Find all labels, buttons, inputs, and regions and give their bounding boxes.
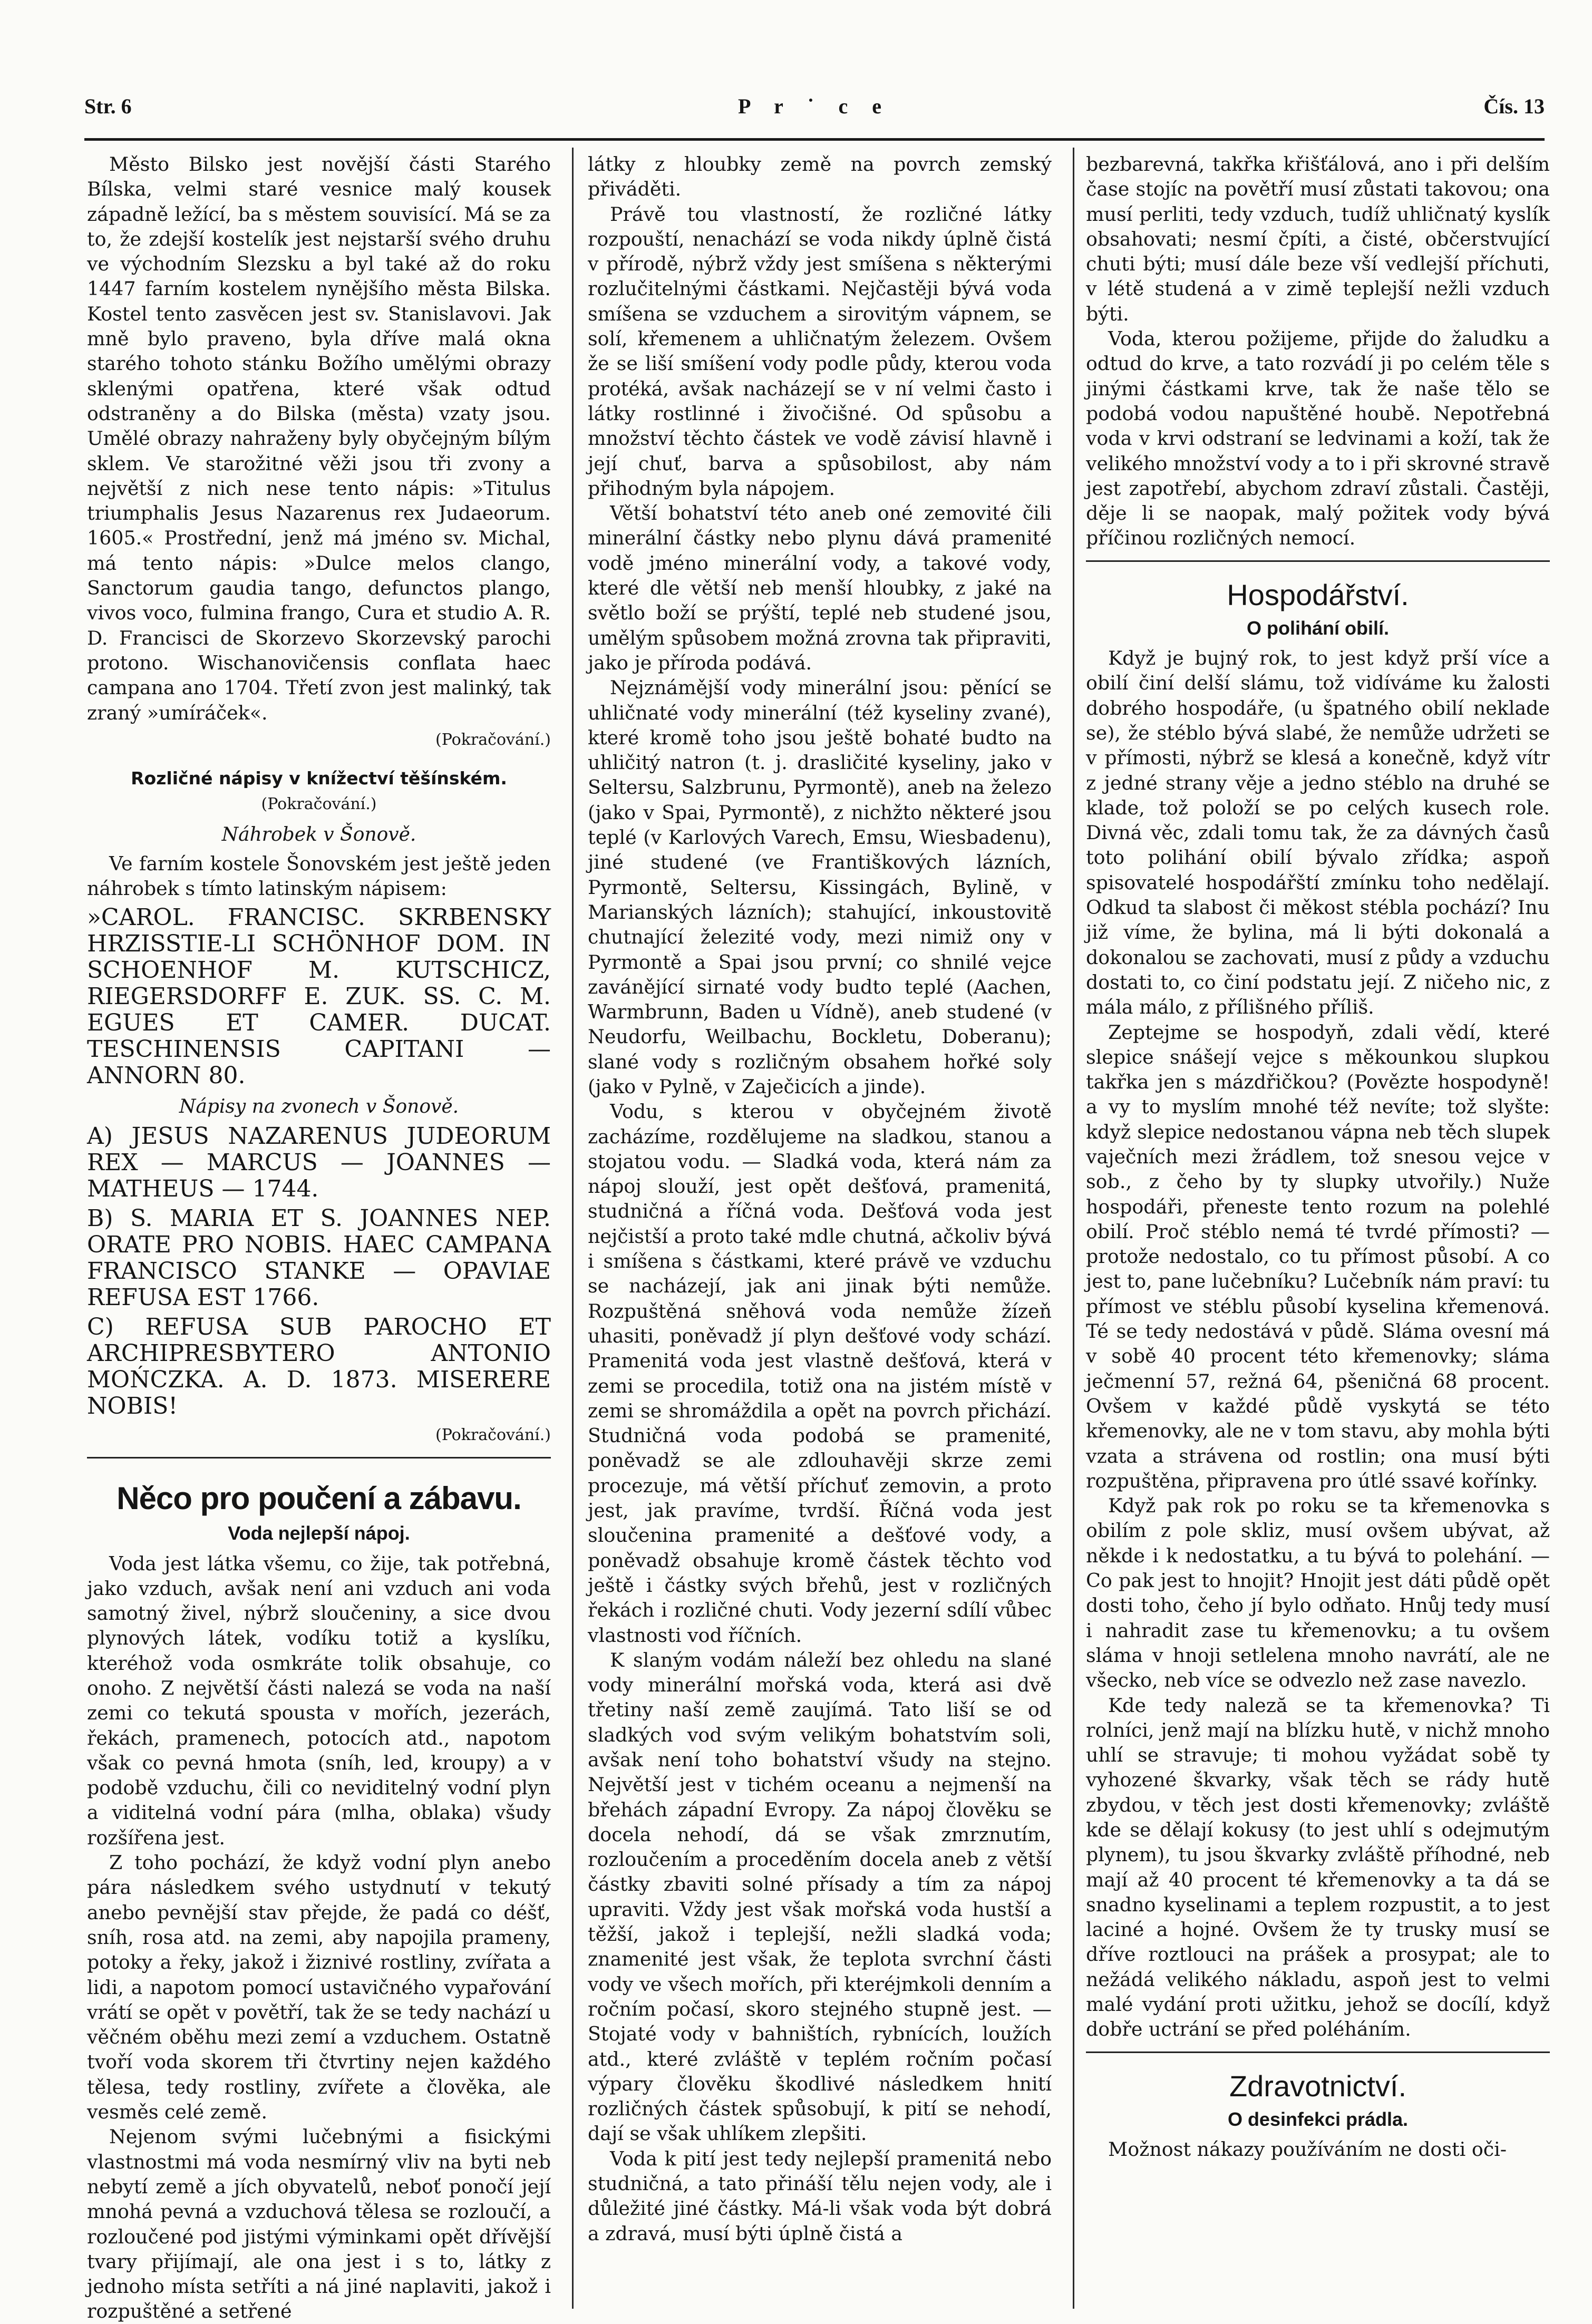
bell-inscription-c: C) REFUSA SUB PAROCHO ET ARCHIPRESBYTERO ANTONIO MOŃCZKA. A. D. 1873. MISERERE NOBIS! xyxy=(87,1313,551,1419)
farming-paragraph-1: Když je bujný rok, to jest když prší více a obilí činí delší slámu, tož vidíváme ku žalosti dobrého hospodáře, (u špatného obilí neklade se), že stéblo bývá slabé, že nemůže udržeti se v přímosti, nýbrž se klesá a konečně, když vítr z jedné strany věje a jedno stéblo na druhé se klade, tož položí se po celých kusech role. Divná věc, zdali tomu tak, že za dávných časů toto polihání obilí bývalo zřídka; aspoň spisovatelé hospodářští zmínku toho nedělají. Odkud ta slabost či měkost stébla pochází? Inu již víme, že bylina, má li býti dokonalá a dokonalou se zachovati, musí z půdy a vzduchu dostati to, co činí podstatu její. Z ničeho nic, z mála málo, z přílišného příliš. xyxy=(1086,647,1550,1019)
subheading-tomb: Náhrobek v Šonově. xyxy=(221,823,416,845)
column-divider-2 xyxy=(1073,148,1074,2309)
farming-paragraph-4: Kde tedy naleză se ta křemenovka? Ti rolníci, jenž mají na blízku hutě, v nichž mnoho uhlí se stravuje; ti mohou vyžádat sobě ty vyhozené škvarky, však těch se rády hutě zbydou, v těch jest dosti křemenovky; zvláště kde se dělají kokusy (to jest uhlí s odejmutým plynem), tu jsou škvarky zvláště příhodné, neb mají až 40 procent té křemenovky a ta dá se snadno kyselinami a teplem rozpustit, a to jest laciné a hojné. Ovšem že ty trusky musí se dříve roztlouci na prášek a prosypat; ale to nežádá velikého nákladu, aspoň jest to velmi malé vydání proti užitku, jehož se docílí, když dobře uctrání se před poléháním. xyxy=(1086,1694,1550,2041)
column-3 xyxy=(1086,152,1550,2302)
water-paragraph-3: Nejenom svými lučebnými a fisickými vlastnostmi má voda nesmírný vliv na byti neb nebytí země a jích obyvatelů, neboť ponočí její mnohá pevná a vzduchová tělesa se rozloučí, a rozloučené pod jistými výminkami opět dřívější tvary přijímají, ale ona jest i s to, látky z jednoho místa setříti a ná jiné naplaviti, jakož i rozpuštěné a setřené xyxy=(87,2125,551,2323)
section-divider xyxy=(87,1457,551,1458)
water-paragraph-10: Voda k pití jest tedy nejlepší pramenitá nebo studničná, a tato přináší tělu nejen vody, ale i důležité jiné částky. Má-li však voda být dobrá a zdravá, musí býti úplně čistá a xyxy=(588,2147,1052,2245)
continued-note-2: (Pokračování.) xyxy=(435,1425,551,1444)
newspaper-title: P r ˙ c e xyxy=(737,94,891,118)
section-title-farming: Hospodářství. xyxy=(1227,578,1409,611)
farming-paragraph-2: Zeptejme se hospodyň, zdali vědí, které slepice snášejí vejce s měkounkou slupkou takřka jen s mázdřičkou? (Povězte hospodyně! a vy to myslím mnohé též nevíte; tož slyšte: když slepice nedostanou vápna neb těch slupek vaječních mezi žrádlem, tož snesou vejce v sob., z čeho by ty slupky utvořily.) Nuže hospodáři, přeneste tento rozum na polehlé obilí. Proč stéblo nemá té tvrdé přímosti? — protože nedostalo, co tu přímost působí. A co jest to, pane lučebníku? Lučebník nám praví: tu přímost ve stéblu působí kyselina křemenová. Té se tedy nedostává v půdě. Sláma ovesní má v sobě 40 procent této křemenovky; sláma ječmenní 57, režná 64, pšeničná 68 procent. Ovšem v každé půdě vyskytá se této křemenovky, ale ne v tom stavu, aby mohla býti vzata a strávena od rostlin; ona musí býti rozpuštěna, připravena pro útlé ssavé kořínky. xyxy=(1086,1020,1550,1492)
water-paragraph-8: Vodu, s kterou v obyčejném životě zacházíme, rozdělujeme na sladkou, stanou a stojatou vodu. — Sladká voda, která nám za nápoj slouží, jest opět dešťová, pramenitá, studničná a říčná voda. Dešťová voda jest nejčistší a proto také mdle chutná, ačkoliv bývá i smíšena s částkami, které právě ve vzduchu se nacházejí, jak ani jinak býti nemůže. Rozpuštěná sněhová voda nemůže žízeň uhasiti, poněvadž jí plyn dešťové vody schází. Pramenitá voda jest vlastně dešťová, která v zemi se procedila, totiž ona na jistém místě v zemi se shromáždila a opět na povrch přichází. Studničná voda podobá se pramenité, poněvadž se ale zdlouhavěji skrze zemi procezuje, má větší příchuť zemovin, a proto jest, jak pravíme, tvrdší. Říčná voda jest sloučenina pramenité a dešťové vody, a poněvadž obsahuje kromě částek těchto vod ještě i částky svých břehů, jest v rozličných řekách i rozličné chuti. Vody jezerní sdílí vůbec vlastnosti vod říčních. xyxy=(588,1100,1052,1647)
water-paragraph-6: Větší bohatství této aneb oné zemovité čili minerální částky nebo plynu dává pramenité vodě jméno minerální vody, a takové vody, které dle větší neb menší hloubky, z jaké na světlo boží se prýští, teplé neb studené jsou, umělým spůsobem možná zrovna tak připraviti, jako je příroda podává. xyxy=(588,502,1052,674)
section-divider-2 xyxy=(1086,560,1550,562)
article-title-inscriptions: Rozličné nápisy v knížectví těšínském. xyxy=(131,768,507,789)
bilsko-paragraph: Město Bilsko jest novější části Starého Bílska, velmi staré vesnice malý kousek západně ležící, ba s městem souvisící. Má se za to, že zdejší kostelík jest nejstarší svého druhu ve východním Slezsku a byl také až do roku 1447 farním kostelem nynějšího města Bilska. Kostel tento zasvěcen jest sv. Stanislavovi. Jak mně bylo praveno, byla dříve malá okna starého tohoto stánku Božího umělými obrazy sklenými opatřena, které však odtud odstraněny a do Bilska (města) vzaty jsou. Umělé obrazy nahraženy byly obyčejným bílým sklem. Ve starožitné věži jsou tři zvony a největší z nich nese tento nápis: »Titulus triumphalis Jesus Nazarenus rex Judaeorum. 1605.« Prostřední, jenž má jméno sv. Michal, má tento nápis: »Dulce melos clango, Sanctorum gaudia tango, defunctos plango, vivos voco, fulmina frango, Cura et studio A. R. D. Francisci de Skorzevo Skorzevský parochi protono. Wischanovičensis conflata haec campana ano 1704. Třetí zvon jest malinký, tak zraný »umíráček«. xyxy=(87,153,551,724)
subheading-bells: Nápisy na zvonech v Šonově. xyxy=(179,1095,459,1117)
continued-note: (Pokračování.) xyxy=(435,730,551,749)
water-paragraph-2: Z toho pochází, že když vodní plyn anebo pára následkem svého ustydnutí v tekutý anebo pevnější stav přejde, že padá co déšť, sníh, rosa atd. na zemi, aby napojila prameny, potoky a řeky, jakož i žiznivé rostliny, zvířata a lidi, a napotom pomocí ustavičného vypařování vrátí se opět v povětří, tak že se tedy nachází u věčném oběhu mezi zemí a vzduchem. Ostatně tvoří voda skorem tři čtvrtiny nejen každého tělesa, tedy rostliny, zvířete a člověka, ale vesměs celé země. xyxy=(87,1851,551,2124)
water-paragraph-12: Voda, kterou požijeme, přijde do žaludku a odtud do krve, a tato rozvádí ji po celém těle s jinými částkami krve, tak že naše tělo se podobá vodou napuštěné houbě. Nepotřebná voda v krvi odstraní se ledvinami a koží, tak že velikého množství vody a to i při skrovné stravě jest zapotřebí, abychom zdraví zůstali. Častěji, děje li se naopak, malý požitek vody bývá příčinou rozličných nemocí. xyxy=(1086,327,1550,550)
page-header xyxy=(84,94,1545,131)
water-paragraph-5: Právě tou vlastností, že rozličné látky rozpouští, nenachází se voda nikdy úplně čistá v přírodě, nýbrž vždy jest smíšena s některými rozlučitelnými částkami. Nejčastěji bývá voda smíšena se vzduchem a sirovitým vápnem, se solí, křemenem a uhličnatým železem. Ovšem že se liší smíšení vody podle půdy, kterou voda protéká, avšak nacházejí se v ní velmi často i látky rostlinné i živočišné. Od spůsobu a množství těchto částek ve vodě závisí hlavně i její chuť, barva a spůsobilost, aby nám přihodným byla nápojem. xyxy=(588,202,1052,500)
issue-number: Čís. 13 xyxy=(1483,94,1545,118)
latin-inscription: »CAROL. FRANCISC. SKRBENSKY HRZISSTIE-LI SCHÖNHOF DOM. IN SCHOENHOF M. KUTSCHICZ, RIEGERSDORFF E. ZUK. SS. C. M. EGUES ET CAMER. DUCAT. TESCHINENSIS CAPITANI — ANNORN 80. xyxy=(87,903,551,1089)
water-paragraph-7: Nejznámější vody minerální jsou: pěnící se uhličnaté vody minerální (též kyseliny zvané), které kromě toho jsou ještě bohaté budto na uhličitý natron (t. j. drasličité kyseliny, jako v Seltersu, Salzbrunu, Pyrmontě), aneb na železo (jako v Spai, Pyrmontě), z nichžto některé jsou teplé (v Karlových Varech, Emsu, Wiesbadenu), jiné studené (ve Františkových lázních, Pyrmontě, Seltersu, Kissingách, Bylině, v Marianských lázních); stahující, inkoustovitě chutnající železité vody, mezi nimiž ony v Pyrmontě a Spai jsou první; co shnilé vejce zavánějící sirnaté vody budto teplé (Aachen, Warmbrunn, Baden u Vídně), aneb studené (v Neudorfu, Weilbachu, Bockletu, Doberanu); slané vody s rozličným obsahem hořké soly (jako v Pylně, v Zaječicích a jinde). xyxy=(588,676,1052,1098)
header-rule xyxy=(84,138,1545,141)
article-title-disinfection: O desinfekci prádla. xyxy=(1227,2108,1409,2130)
column-2 xyxy=(588,152,1052,2302)
page-number: Str. 6 xyxy=(84,94,132,118)
bell-inscription-b: B) S. MARIA ET S. JOANNES NEP. ORATE PRO NOBIS. HAEC CAMPANA FRANCISCO STANKE — OPAVIAE REFUSA EST 1766. xyxy=(87,1204,551,1311)
water-paragraph-11: bezbarevná, takřka křišťálová, ano i při delším čase stojíc na povětří musí zůstati takovou; ona musí perliti, tedy vzduch, tudíž uhličnatý kyslík obsahovati; nesmí čpíti, a čisté, občerstvující chuti býti; musí dále beze vší vedlejší příchuti, v létě studená a v zimě teplejší nežli vzduch býti. xyxy=(1086,153,1550,325)
section-title-education: Něco pro poučení a zábavu. xyxy=(117,1481,521,1516)
column-divider-1 xyxy=(572,148,574,2309)
section-title-health: Zdravotnictví. xyxy=(1229,2069,1407,2103)
tomb-paragraph: Ve farním kostele Šonovském jest ještě jeden náhrobek s tímto latinským nápisem: xyxy=(87,852,551,900)
article-continued: (Pokračování.) xyxy=(261,795,377,814)
water-paragraph-1: Voda jest látka všemu, co žije, tak potřebná, jako vzduch, avšak není ani vzduch ani voda samotný živel, nýbrž sloučeniny, a sice dvou plynových látek, vodíku totiž a kyslíku, kteréhož voda osmkráte tolik obsahuje, co onoho. Z největší části nalezá se voda na naší zemi co tekutá spousta v mořích, jezerách, řekách, pramenech, potocích atd., napotom však co pevná hmota (sníh, led, kroupy) a v podobě vzduchu, čili co neviditelný vodní plyn a viditelná vodní pára (mlha, oblaka) všudy rozšířena jest. xyxy=(87,1552,551,1849)
section-divider-3 xyxy=(1086,2051,1550,2053)
bell-inscription-a: A) JESUS NAZARENUS JUDEORUM REX — MARCUS — JOANNES — MATHEUS — 1744. xyxy=(87,1122,551,1202)
farming-paragraph-3: Když pak rok po roku se ta křemenovka s obilím z pole skliz, musí ovšem ubývat, až někde i k nedostatku, a tu bývá to polehání. — Co pak jest to hnojit? Hnojit jest dáti půdě opět dosti toho, čeho jí bylo odňato. Hnůj tedy musí i nahradit zase tu křemenovku; a tu ovšem sláma v hnoji setlelena mnoho navrátí, ale ne všecko, neb více se odvezlo než zase navezlo. xyxy=(1086,1494,1550,1692)
column-1 xyxy=(87,152,551,2323)
water-paragraph-9: K slaným vodám náleží bez ohledu na slané vody minerální mořská voda, která asi dvě třetiny naší země zaujímá. Tato liší se od sladkých vod svým velikým bohatstvím soli, avšak není toho bohatství všudy na stejno. Největší jest v tichém oceanu a nejmenší na břehách západní Evropy. Za nápoj člověku se docela nehodí, dá se však zmrznutím, rozloučením a proceděním docela aneb z větší částky zbaviti solné přísady a tím za nápoj upraviti. Vždy jest však mořská voda hustší a těžší, jakož i teplejší, nežli sladká voda; znamenité jest však, že teplota svrchní části vody ve všech mořích, při kteréjmkoli denním a ročním počasí, skoro stejného stupně jest. — Stojaté vody v bahništích, rybnících, loužích atd., které zvláště v teplém ročním počasí výpary člověku škodlivé následkem hnití rozličných částek spůsobují, k pití se nehodí, dají se však uhlíkem zlepšiti. xyxy=(588,1648,1052,2145)
health-paragraph-1: Možnost nákazy používáním ne dosti oči- xyxy=(1108,2137,1507,2161)
water-paragraph-4: látky z hloubky země na povrch zemský přiváděti. xyxy=(588,153,1052,201)
article-title-lodging: O polihání obilí. xyxy=(1247,617,1389,639)
article-title-water: Voda nejlepší nápoj. xyxy=(228,1522,410,1544)
